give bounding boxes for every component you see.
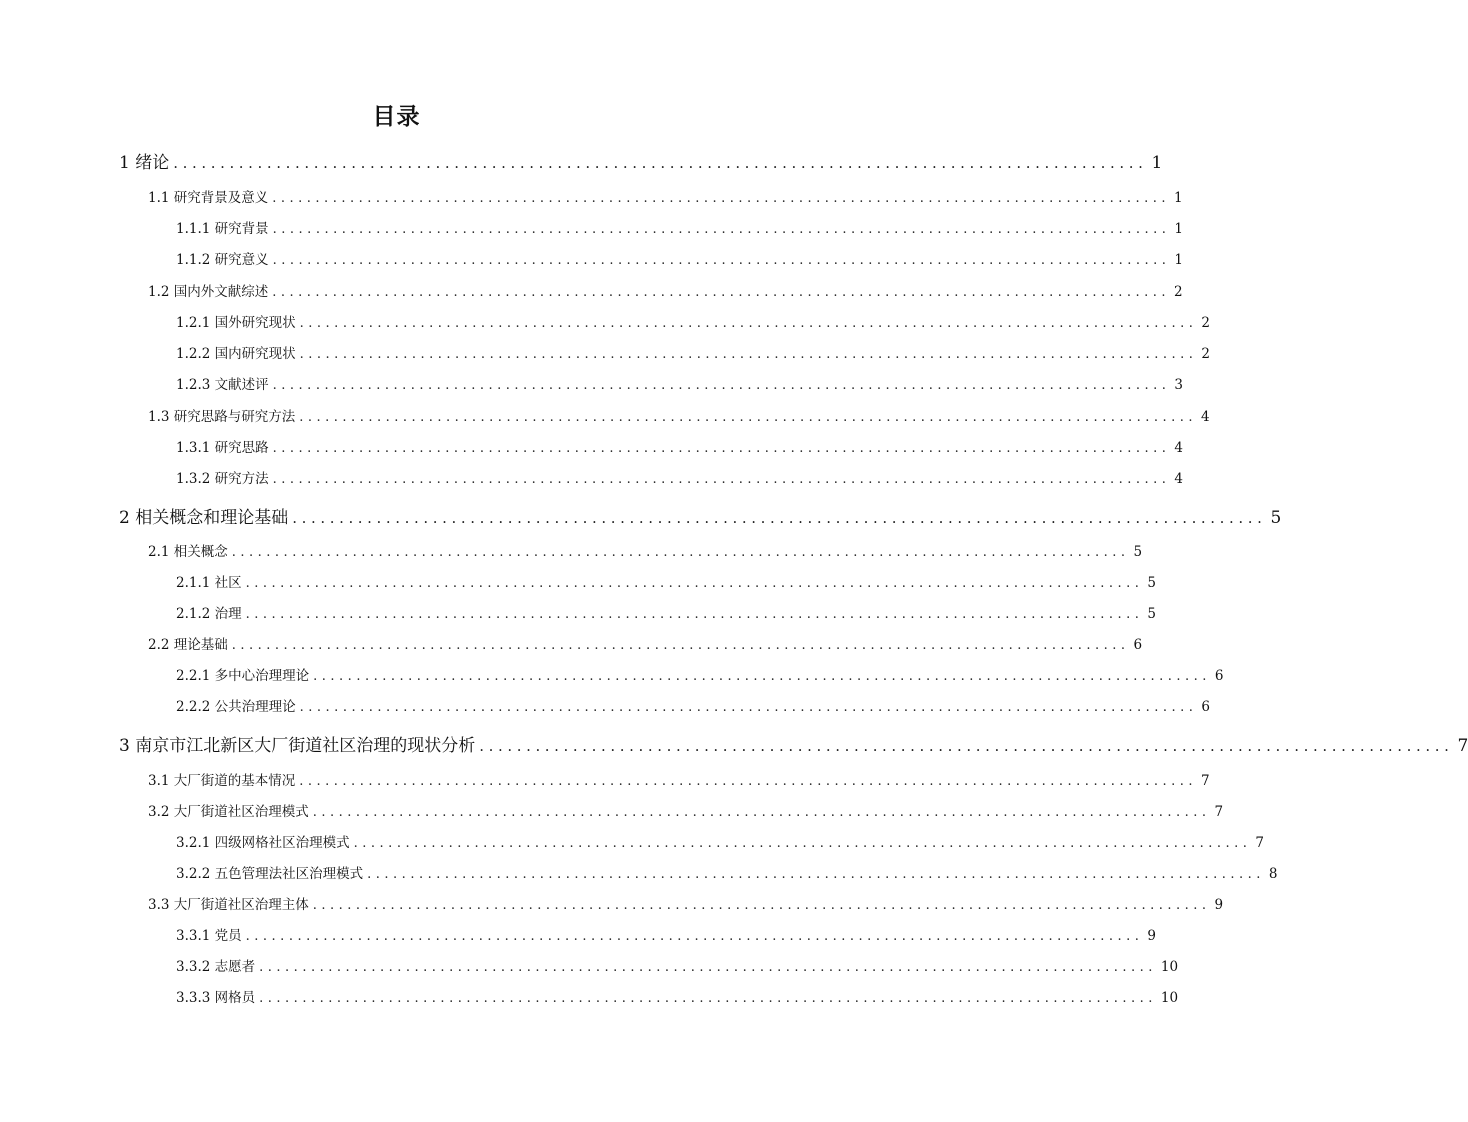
entry-page-number: 9 (1147, 928, 1157, 944)
entry-label: 3.2.2 五色管理法社区治理模式 (176, 866, 364, 882)
entry-label: 2.2 理论基础 (148, 637, 228, 653)
dot-leader: ........................................................................................................ (367, 867, 1265, 882)
entry-page-number: 7 (1255, 835, 1265, 851)
entry-page-number: 6 (1133, 637, 1143, 653)
dot-leader: ........................................................................................................ (292, 509, 1267, 527)
toc-entry-2-2-1[interactable] (176, 664, 1224, 684)
dot-leader: ........................................................................................................ (353, 836, 1252, 851)
entry-page-number: 1 (1174, 190, 1183, 206)
toc-entry-2-1-1[interactable] (176, 571, 1157, 591)
dot-leader: ........................................................................................................ (313, 669, 1211, 684)
entry-label: 2.2.2 公共治理理论 (176, 699, 296, 715)
entry-page-number: 5 (1147, 606, 1157, 622)
entry-label: 3.1 大厂街道的基本情况 (148, 773, 296, 789)
toc-entry-3-3[interactable] (148, 893, 1224, 913)
entry-page-number: 7 (1457, 736, 1468, 756)
toc-entry-1-2-2[interactable] (176, 342, 1211, 362)
dot-leader: ........................................................................................................ (312, 898, 1211, 913)
toc-entry-3-2[interactable] (148, 800, 1224, 820)
entry-page-number: 5 (1147, 575, 1157, 591)
entry-label: 2.1.2 治理 (176, 606, 242, 622)
entry-page-number: 4 (1174, 471, 1184, 487)
entry-label: 1.2.1 国外研究现状 (176, 315, 296, 331)
entry-page-number: 5 (1270, 508, 1282, 528)
entry-label: 1.1 研究背景及意义 (148, 190, 269, 206)
entry-page-number: 8 (1268, 866, 1278, 882)
toc-entry-3-1[interactable] (148, 769, 1210, 789)
entry-label: 1.2.3 文献述评 (176, 377, 269, 393)
dot-leader: ........................................................................................................ (259, 991, 1157, 1006)
entry-page-number: 4 (1201, 409, 1210, 425)
dot-leader: ........................................................................................................ (272, 285, 1171, 300)
entry-label: 1.3.2 研究方法 (176, 471, 269, 487)
entry-page-number: 6 (1214, 668, 1224, 684)
dot-leader: ........................................................................................................ (272, 191, 1171, 206)
entry-label: 3.3.3 网格员 (176, 990, 256, 1006)
entry-page-number: 9 (1214, 897, 1224, 913)
entry-page-number: 7 (1201, 773, 1210, 789)
entry-label: 3.3 大厂街道社区治理主体 (148, 897, 309, 913)
toc-entry-1-1[interactable] (148, 186, 1183, 206)
dot-leader: ........................................................................................................ (245, 607, 1144, 622)
entry-label: 3.3.1 党员 (176, 928, 242, 944)
entry-label: 2.2.1 多中心治理理论 (176, 668, 310, 684)
toc-entry-1-2-3[interactable] (176, 373, 1184, 393)
entry-label: 3.2.1 四级网格社区治理模式 (176, 835, 350, 851)
dot-leader: ........................................................................................................ (272, 222, 1171, 237)
toc-entry-3-2-2[interactable] (176, 862, 1278, 882)
dot-leader: ........................................................................................................ (312, 805, 1211, 820)
toc-entry-1-3-1[interactable] (176, 436, 1184, 456)
entry-label: 3.2 大厂街道社区治理模式 (148, 804, 309, 820)
entry-page-number: 1 (1151, 153, 1163, 173)
toc-entry-1-3[interactable] (148, 405, 1210, 425)
dot-leader: ........................................................................................................ (479, 737, 1454, 755)
entry-page-number: 4 (1174, 440, 1184, 456)
dot-leader: ........................................................................................................ (299, 774, 1198, 789)
entry-label: 1 绪论 (119, 153, 170, 173)
entry-label: 1.1.2 研究意义 (176, 252, 269, 268)
entry-label: 1.2.2 国内研究现状 (176, 346, 296, 362)
dot-leader: ........................................................................................................ (299, 700, 1198, 715)
entry-page-number: 2 (1201, 315, 1211, 331)
toc-entry-3-3-2[interactable] (176, 955, 1179, 975)
toc-entry-2-1[interactable] (148, 540, 1143, 560)
toc-entry-1-2[interactable] (148, 280, 1183, 300)
toc-entry-chapter-2[interactable] (119, 503, 1282, 528)
toc-entry-1-3-2[interactable] (176, 467, 1184, 487)
entry-page-number: 6 (1201, 699, 1211, 715)
dot-leader: ........................................................................................................ (245, 929, 1144, 944)
entry-page-number: 5 (1133, 544, 1143, 560)
entry-page-number: 10 (1160, 990, 1179, 1006)
dot-leader: ........................................................................................................ (259, 960, 1157, 975)
toc-entry-2-1-2[interactable] (176, 602, 1157, 622)
toc-entry-2-2[interactable] (148, 633, 1143, 653)
entry-page-number: 7 (1214, 804, 1224, 820)
toc-title: 目录 (372, 104, 421, 130)
entry-page-number: 2 (1174, 284, 1183, 300)
dot-leader: ........................................................................................................ (299, 347, 1198, 362)
dot-leader: ........................................................................................................ (231, 545, 1130, 560)
toc-entry-chapter-1[interactable] (119, 148, 1163, 173)
toc-entry-3-3-1[interactable] (176, 924, 1157, 944)
dot-leader: ........................................................................................................ (272, 472, 1171, 487)
entry-label: 3.3.2 志愿者 (176, 959, 256, 975)
toc-entry-3-2-1[interactable] (176, 831, 1265, 851)
dot-leader: ........................................................................................................ (173, 154, 1148, 172)
dot-leader: ........................................................................................................ (272, 378, 1171, 393)
entry-page-number: 2 (1201, 346, 1211, 362)
entry-page-number: 10 (1160, 959, 1179, 975)
toc-entry-1-1-1[interactable] (176, 217, 1184, 237)
entry-label: 2.1.1 社区 (176, 575, 242, 591)
toc-entry-3-3-3[interactable] (176, 986, 1179, 1006)
entry-label: 1.3.1 研究思路 (176, 440, 269, 456)
dot-leader: ........................................................................................................ (245, 576, 1144, 591)
dot-leader: ........................................................................................................ (299, 316, 1198, 331)
entry-label: 2 相关概念和理论基础 (119, 508, 289, 528)
toc-entry-chapter-3[interactable] (119, 731, 1468, 756)
toc-entry-2-2-2[interactable] (176, 695, 1211, 715)
entry-page-number: 1 (1174, 252, 1184, 268)
entry-page-number: 3 (1174, 377, 1184, 393)
entry-label: 2.1 相关概念 (148, 544, 228, 560)
entry-page-number: 1 (1174, 221, 1184, 237)
dot-leader: ........................................................................................................ (231, 638, 1130, 653)
entry-label: 3 南京市江北新区大厂街道社区治理的现状分析 (119, 736, 476, 756)
dot-leader: ........................................................................................................ (272, 441, 1171, 456)
toc-entry-1-2-1[interactable] (176, 311, 1211, 331)
entry-label: 1.1.1 研究背景 (176, 221, 269, 237)
entry-label: 1.3 研究思路与研究方法 (148, 409, 296, 425)
dot-leader: ........................................................................................................ (299, 410, 1198, 425)
toc-entry-1-1-2[interactable] (176, 248, 1184, 268)
entry-label: 1.2 国内外文献综述 (148, 284, 269, 300)
dot-leader: ........................................................................................................ (272, 253, 1171, 268)
